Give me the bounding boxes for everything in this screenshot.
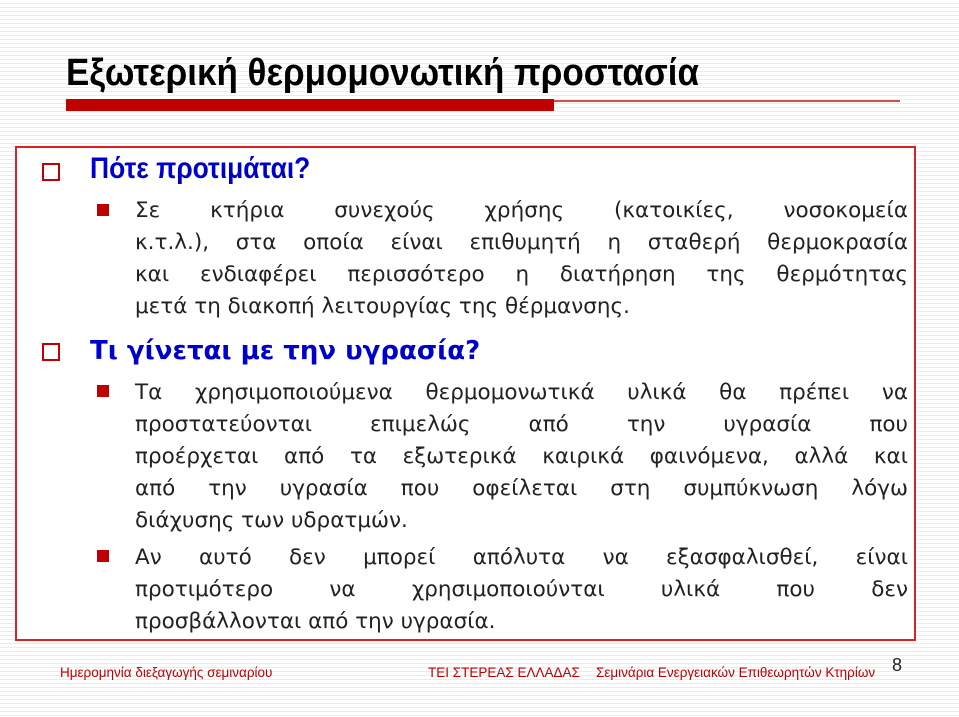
section-heading: Πότε προτιμάται? [90, 152, 311, 185]
square-bullet-icon [97, 550, 109, 562]
text-line: προστατεύονται επιμελώς από την υγρασία που [135, 412, 908, 437]
text-line: μετά τη διακοπή λειτουργίας της θέρμανσης. [135, 294, 630, 319]
title-underline-line [554, 100, 900, 102]
text-line: προτιμότερο να χρησιμοποιούνται υλικά που δεν [135, 577, 908, 602]
footer-date: Ημερομηνία διεξαγωγής σεμιναρίου [60, 665, 273, 680]
text-line: προσβάλλονται από την υγρασία. [135, 609, 496, 634]
square-bullet-icon [97, 204, 109, 216]
bullet-paragraph [135, 195, 908, 323]
slide-title: Εξωτερική θερμομονωτική προστασία [66, 52, 699, 94]
section-heading: Τι γίνεται με την υγρασία? [90, 336, 481, 366]
text-line: Τα χρησιμοποιούμενα θερμομονωτικά υλικά θα πρέπει να [135, 380, 908, 405]
text-line: από την υγρασία που οφείλεται στη συμπύκνωση λόγω [135, 476, 908, 501]
text-line: Αν αυτό δεν μπορεί απόλυτα να εξασφαλισθεί, είναι [135, 545, 908, 570]
hollow-square-bullet-icon [42, 343, 60, 361]
text-line: κ.τ.λ.), στα οποία είναι επιθυμητή η σταθερή θερμοκρασία [135, 230, 908, 255]
footer-institution: ΤΕΙ ΣΤΕΡΕΑΣ ΕΛΛΑΔΑΣ [428, 665, 580, 680]
page-number: 8 [892, 655, 903, 675]
text-line: Σε κτήρια συνεχούς χρήσης (κατοικίες, νοσοκομεία [135, 198, 908, 223]
square-bullet-icon [97, 385, 109, 397]
footer-seminar: Σεμινάρια Ενεργειακών Επιθεωρητών Κτηρίων [596, 665, 876, 680]
hollow-square-bullet-icon [42, 163, 60, 181]
text-line: διάχυσης των υδρατμών. [135, 508, 408, 533]
text-line: προέρχεται από τα εξωτερικά καιρικά φαινόμενα, αλλά και [135, 444, 908, 469]
bullet-paragraph [135, 542, 908, 638]
title-underline-bar [66, 99, 554, 111]
text-line: και ενδιαφέρει περισσότερο η διατήρηση της θερμότητας [135, 262, 908, 287]
bullet-paragraph [135, 377, 908, 537]
